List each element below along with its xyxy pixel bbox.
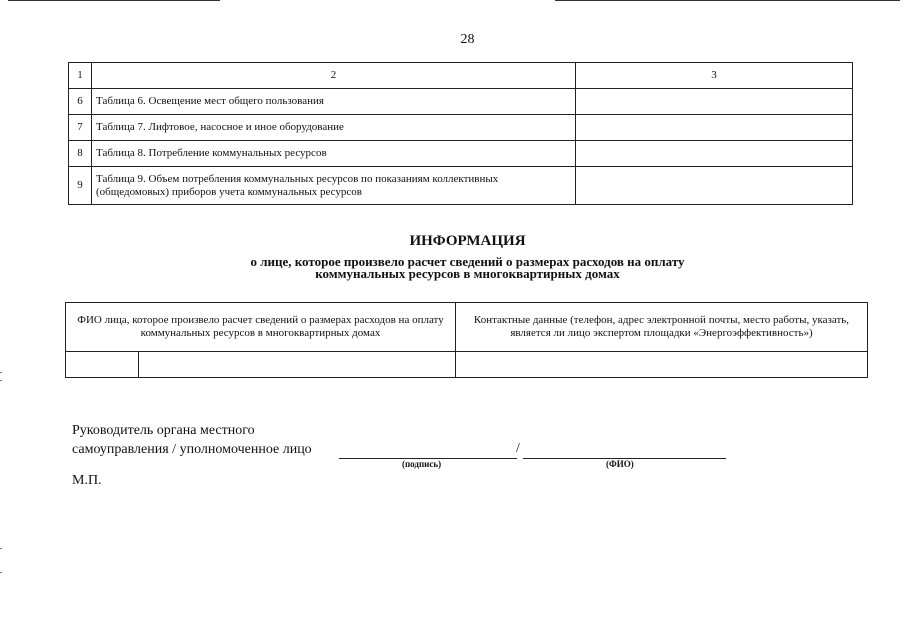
margin-tick <box>0 548 2 549</box>
row-text: Таблица 8. Потребление коммунальных ресурсов <box>92 141 576 167</box>
signatory-label-line1: Руководитель органа местного <box>72 423 255 438</box>
signatory-label-line2: самоуправления / уполномоченное лицо <box>72 442 312 457</box>
row-value <box>576 115 853 141</box>
row-number: 8 <box>69 141 92 167</box>
row-text: Таблица 6. Освещение мест общего пользования <box>92 89 576 115</box>
row-number: 6 <box>69 89 92 115</box>
subtitle-line: о лице, которое произвело расчет сведений о размерах расходов на оплату <box>250 254 685 269</box>
tables-list-table <box>68 62 853 205</box>
table-cell[interactable] <box>139 352 456 378</box>
signature-caption: (подпись) <box>402 459 442 469</box>
contact-table <box>65 302 868 378</box>
row-value <box>576 167 853 205</box>
table-row[interactable] <box>66 352 868 378</box>
page-number: 28 <box>460 32 475 47</box>
top-rule-left <box>8 0 220 1</box>
table-cell[interactable] <box>66 352 139 378</box>
table-header-row <box>69 63 853 89</box>
header-cell: 1 <box>69 63 92 89</box>
subtitle-line: коммунальных ресурсов в многоквартирных домах <box>315 266 620 281</box>
top-rule-right <box>555 0 900 1</box>
table-row <box>69 167 853 205</box>
name-caption: (ФИО) <box>606 459 634 469</box>
contacts-header: Контактные данные (телефон, адрес электронной почты, место работы, указать, является ли лицо экспертом площадки «Энергоэффективность») <box>456 303 868 352</box>
margin-tick <box>0 372 2 373</box>
row-value <box>576 141 853 167</box>
row-text: Таблица 9. Объем потребления коммунальных ресурсов по показаниям коллективных (общедомовых) приборов учета коммунальных ресурсов <box>92 167 576 205</box>
field-separator: / <box>516 441 520 456</box>
fio-header: ФИО лица, которое произвело расчет сведений о размерах расходов на оплату коммунальных ресурсов в многоквартирных домах <box>66 303 456 352</box>
row-number: 7 <box>69 115 92 141</box>
header-cell: 3 <box>576 63 853 89</box>
row-text: Таблица 7. Лифтовое, насосное и иное оборудование <box>92 115 576 141</box>
stamp-label: М.П. <box>72 473 102 488</box>
margin-tick <box>0 380 2 381</box>
table-row <box>69 141 853 167</box>
table-header-row <box>66 303 868 352</box>
row-value <box>576 89 853 115</box>
info-title: ИНФОРМАЦИЯ <box>409 233 526 249</box>
row-number: 9 <box>69 167 92 205</box>
table-row <box>69 115 853 141</box>
table-cell[interactable] <box>456 352 868 378</box>
table-row <box>69 89 853 115</box>
header-cell: 2 <box>92 63 576 89</box>
info-subtitle <box>0 256 905 280</box>
margin-tick <box>0 572 2 573</box>
